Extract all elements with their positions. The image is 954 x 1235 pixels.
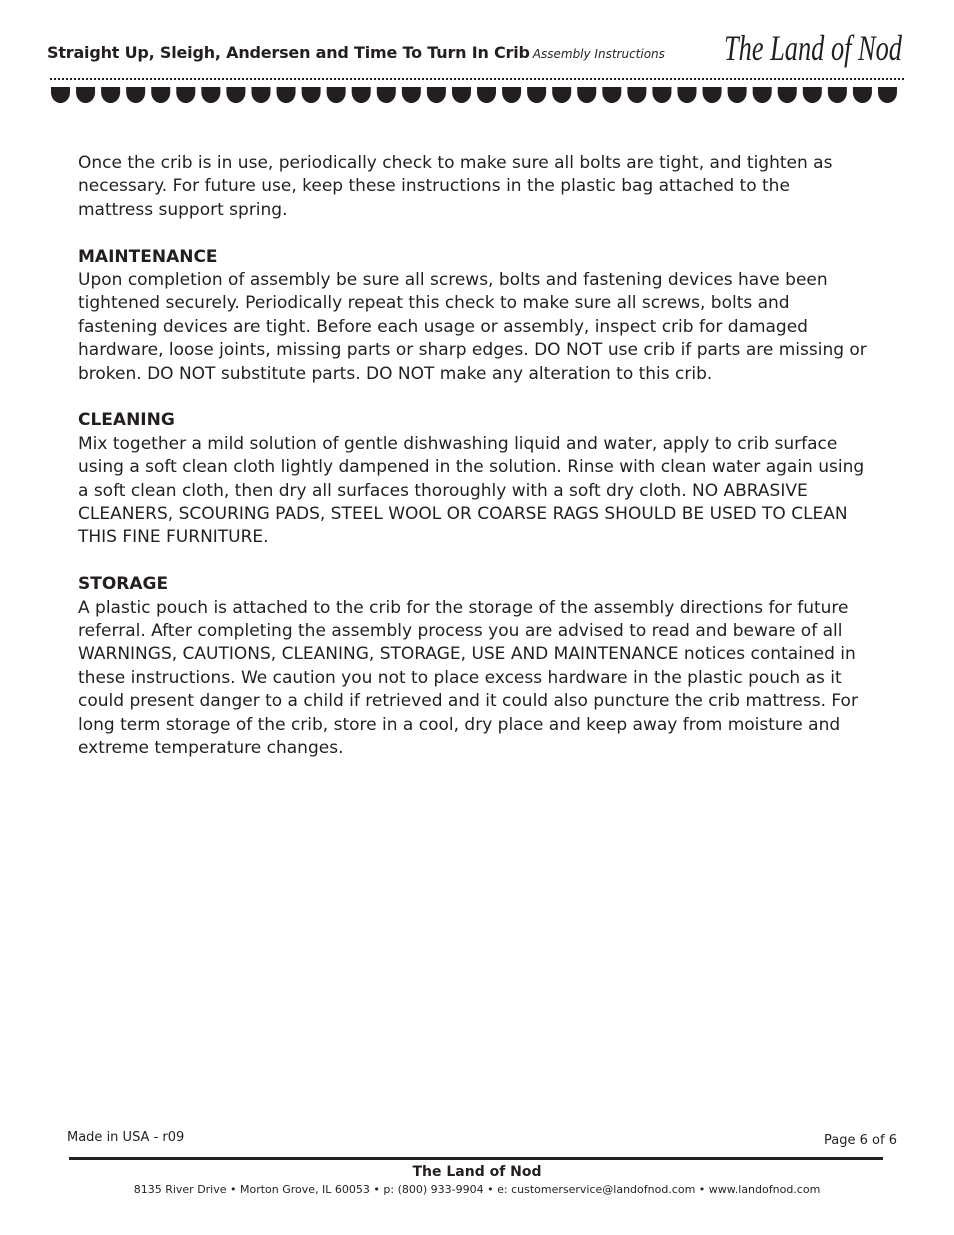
scallop-shape <box>101 87 120 103</box>
scallop-shape <box>302 87 321 103</box>
logo-lettering: The Land of Nod <box>724 28 903 68</box>
scallop-shape <box>327 87 346 103</box>
scallop-shape <box>452 87 471 103</box>
scallop-shape <box>151 87 170 103</box>
scallop-shape <box>176 87 195 103</box>
scallop-shape <box>502 87 521 103</box>
scallop-shape <box>377 87 396 103</box>
scallop-shape <box>778 87 797 103</box>
scallop-shape <box>703 87 722 103</box>
page-number: Page 6 of 6 <box>824 1133 897 1148</box>
scallop-shape <box>627 87 646 103</box>
scallop-shape <box>76 87 95 103</box>
scallop-shape <box>828 87 847 103</box>
scallop-shape <box>352 87 371 103</box>
scallop-shape <box>527 87 546 103</box>
scallop-shape <box>277 87 296 103</box>
document-subtitle: Assembly Instructions <box>532 47 665 61</box>
header-dotted-divider <box>50 78 904 80</box>
maintenance-heading: MAINTENANCE <box>78 246 218 267</box>
land-of-nod-logo-mark <box>722 22 904 68</box>
scallop-shape <box>251 87 270 103</box>
scallop-shape <box>803 87 822 103</box>
scallop-shape <box>678 87 697 103</box>
cleaning-paragraph: Mix together a mild solution of gentle dishwashing liquid and water, apply to crib surface using a soft clean cloth lightly dampened in the solution. Rinse with clean water again using a soft clean cloth, then dry all surfaces thoroughly with a soft dry cloth. NO ABRASIVE CLEANERS, SCOURING PADS, STEEL WOOL OR COARSE RAGS SHOULD BE USED TO CLEAN THIS FINE FURNITURE. <box>78 433 865 548</box>
scallop-shape <box>51 87 70 103</box>
scallop-shape <box>878 87 897 103</box>
scallop-shape <box>552 87 571 103</box>
scallop-shape <box>652 87 671 103</box>
scallop-shape <box>853 87 872 103</box>
footer-contact-info: 8135 River Drive • Morton Grove, IL 60053 • p: (800) 933-9904 • e: customerservice@landofnod.com • www.landofnod.com <box>133 1183 821 1196</box>
scallop-shape <box>201 87 220 103</box>
scallop-shape <box>577 87 596 103</box>
footer-divider <box>69 1157 883 1160</box>
scallop-shape <box>753 87 772 103</box>
scallop-shape <box>427 87 446 103</box>
cleaning-heading: CLEANING <box>78 410 175 431</box>
document-title <box>47 43 665 62</box>
made-in-label: Made in USA - r09 <box>67 1130 185 1145</box>
scallop-shape <box>402 87 421 103</box>
scallop-shape <box>602 87 621 103</box>
intro-paragraph: Once the crib is in use, periodically check to make sure all bolts are tight, and tighten as necessary. For future use, keep these instructions in the plastic bag attached to the mattress support spring. <box>78 153 833 220</box>
document-body <box>78 152 868 784</box>
scallop-shape <box>477 87 496 103</box>
scallop-shape <box>728 87 747 103</box>
storage-heading: STORAGE <box>78 574 169 595</box>
document-title-text: Straight Up, Sleigh, Andersen and Time To Turn In Crib <box>47 43 530 62</box>
scalloped-border <box>50 86 902 106</box>
land-of-nod-logo <box>722 22 904 68</box>
maintenance-paragraph: Upon completion of assembly be sure all screws, bolts and fastening devices have been tightened securely. Periodically repeat this check to make sure all screws, bolts and fastening devices are tight. Before each usage or assembly, inspect crib for damaged hardware, loose joints, missing parts or sharp edges. DO NOT use crib if parts are missing or broken. DO NOT substitute parts. DO NOT make any alteration to this crib. <box>78 270 867 384</box>
scallop-shape <box>226 87 245 103</box>
scallop-shape <box>126 87 145 103</box>
storage-paragraph: A plastic pouch is attached to the crib for the storage of the assembly directions for future referral. After completing the assembly process you are advised to read and beware of all WARNINGS, CAUTIONS, CLEANING, STORAGE, USE AND MAINTENANCE notices contained in these instructions. We caution you not to place excess hardware in the plastic pouch as it could present danger to a child if retrieved and it could also puncture the crib mattress. For long term storage of the crib, store in a cool, dry place and keep away from moisture and extreme temperature changes. <box>78 597 858 759</box>
footer-company-name: The Land of Nod <box>412 1164 542 1180</box>
